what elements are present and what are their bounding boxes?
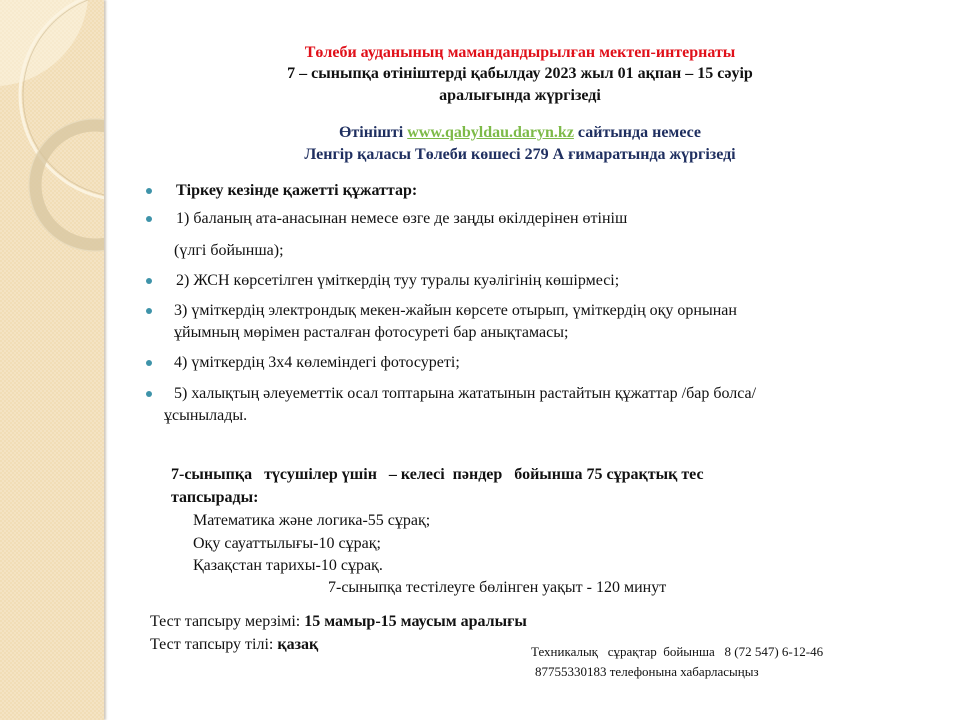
application-address: Ленгір қаласы Төлеби көшесі 279 А ғимаратында жүргізеді (304, 146, 736, 163)
contact-line1: Техникалық сұрақтар бойынша 8 (72 547) 6-12-46 (531, 644, 824, 659)
document-item-5-cont: ұсынылады. (164, 407, 248, 424)
application-prefix: Өтінішті (338, 124, 408, 141)
documents-heading: Тіркеу кезінде қажетті құжаттар: (176, 182, 418, 199)
test-intro-line1: 7-сыныпқа түсушілер үшін – келесі пәндер бойынша 75 сұрақтық тес (171, 466, 704, 483)
school-title: Төлеби ауданының мамандандырылған мектеп-интернаты (304, 44, 736, 61)
qabyldau-link[interactable]: www.qabyldau.daryn.kz (407, 124, 574, 141)
document-item-1-cont: (үлгі бойынша); (174, 242, 284, 259)
decorative-circles-icon (0, 0, 104, 720)
bullet-icon (146, 278, 152, 284)
test-language-value: қазақ (277, 636, 319, 653)
test-period-value: 15 мамыр-15 маусым аралығы (304, 613, 527, 630)
bullet-icon (146, 360, 152, 366)
test-language (150, 635, 318, 655)
document-item-4: 4) үміткердің 3х4 көлеміндегі фотосуреті; (174, 354, 460, 371)
bullet-icon (146, 188, 152, 194)
document-item-3-cont: ұйымның мөрімен расталған фотосуреті бар анықтамасы; (174, 324, 569, 341)
bullet-icon (146, 391, 152, 397)
bullet-icon (146, 308, 152, 314)
admission-period-line2: аралығында жүргізеді (439, 87, 601, 104)
decorative-sidebar (0, 0, 104, 720)
subject-history: Қазақстан тарихы-10 сұрақ. (193, 557, 383, 574)
application-suffix: сайтында немесе (573, 124, 702, 141)
bullet-icon (146, 216, 152, 222)
test-period (150, 612, 527, 632)
subject-reading: Оқу сауаттылығы-10 сұрақ; (193, 535, 381, 552)
contact-line2: 87755330183 телефонына хабарласыңыз (535, 664, 759, 679)
document-item-2: 2) ЖСН көрсетілген үміткердің туу туралы куәлігінің көшірмесі; (176, 272, 620, 289)
admission-period-line1: 7 – сыныпқа өтініштерді қабылдау 2023 жыл 01 ақпан – 15 сәуір (287, 65, 753, 82)
subject-math: Математика және логика-55 сұрақ; (193, 512, 431, 529)
test-time-note: 7-сыныпқа тестілеуге бөлінген уақыт - 120 минут (328, 579, 667, 596)
document-item-3: 3) үміткердің электрондық мекен-жайын көрсете отырып, үміткердің оқу орнынан (174, 302, 737, 319)
test-period-label: Тест тапсыру мерзімі: (150, 613, 305, 630)
document-item-1: 1) баланың ата-анасынан немесе өзге де заңды өкілдерінен өтініш (176, 210, 628, 227)
document-item-5: 5) халықтың әлеуеметтік осал топтарына жататынын растайтын құжаттар /бар болса/ (174, 385, 757, 402)
test-intro-line2: тапсырады: (171, 489, 259, 506)
test-language-label: Тест тапсыру тілі: (150, 636, 278, 653)
application-line1 (150, 123, 890, 143)
